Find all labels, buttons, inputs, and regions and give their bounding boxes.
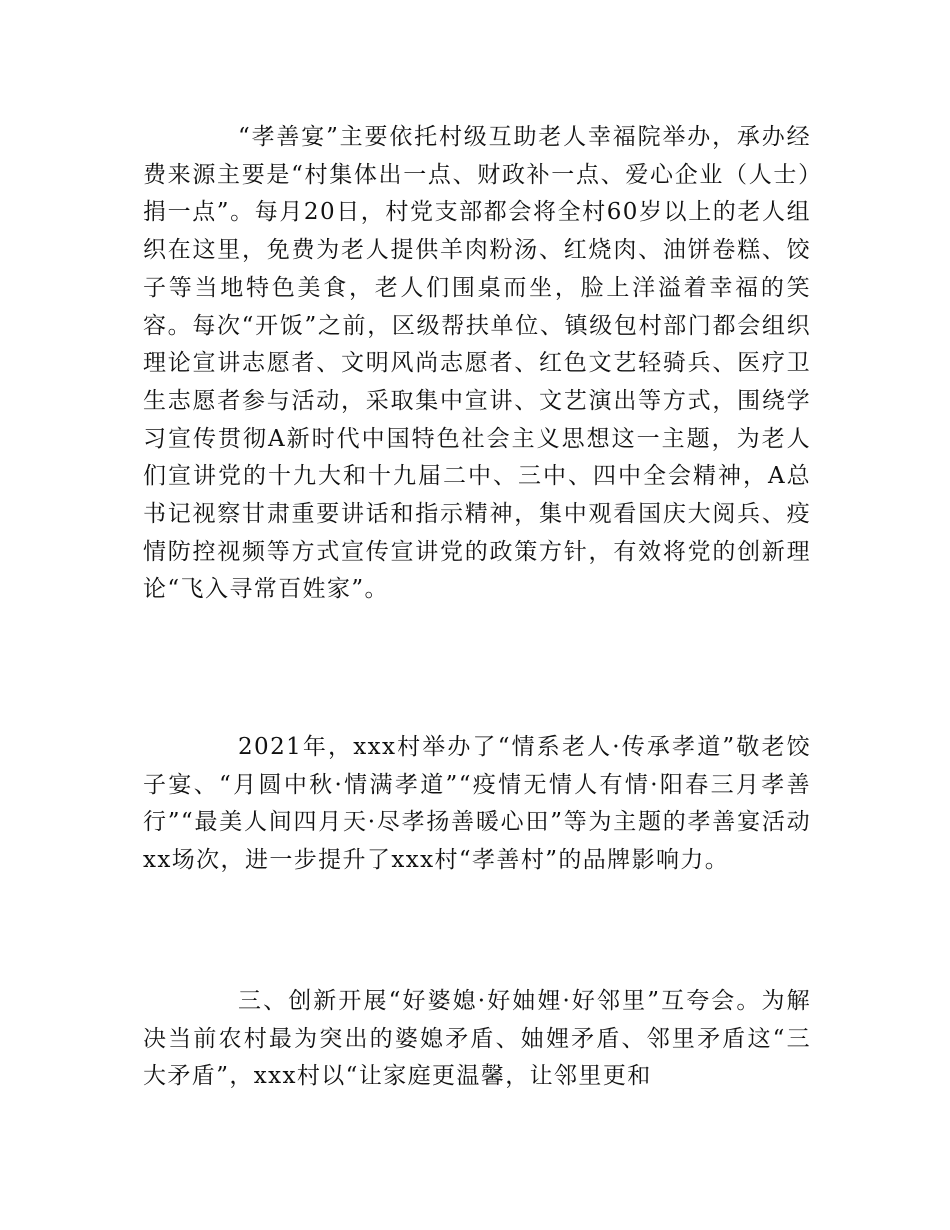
body-paragraph-2: 2021年，xxx村举办了“情系老人·传承孝道”敬老饺子宴、“月圆中秋·情满孝道”“疫情无情人有情·阳春三月孝善行”“最美人间四月天·尽孝扬善暖心田”等为主题的孝善宴活动xx场次，进一步提升了xxx村“孝善村”的品牌影响力。 bbox=[143, 734, 811, 874]
body-paragraph-3: 三、创新开展“好婆媳·好妯娌·好邻里”互夸会。为解决当前农村最为突出的婆媳矛盾、妯娌矛盾、邻里矛盾这“三大矛盾”，xxx村以“让家庭更温馨，让邻里更和 bbox=[143, 988, 811, 1090]
body-paragraph-1: “孝善宴”主要依托村级互助老人幸福院举办，承办经费来源主要是“村集体出一点、财政补一点、爱心企业（人士）捐一点”。每月20日，村党支部都会将全村60岁以上的老人组织在这里，免费为老人提供羊肉粉汤、红烧肉、油饼卷糕、饺子等当地特色美食，老人们围桌而坐，脸上洋溢着幸福的笑容。每次“开饭”之前，区级帮扶单位、镇级包村部门都会组织理论宣讲志愿者、文明风尚志愿者、红色文艺轻骑兵、医疗卫生志愿者参与活动，采取集中宣讲、文艺演出等方式，围绕学习宣传贯彻A新时代中国特色社会主义思想这一主题，为老人们宣讲党的十九大和十九届二中、三中、四中全会精神，A总书记视察甘肃重要讲话和指示精神，集中观看国庆大阅兵、疫情防控视频等方式宣传宣讲党的政策方针，有效将党的创新理论“飞入寻常百姓家”。 bbox=[143, 124, 811, 603]
